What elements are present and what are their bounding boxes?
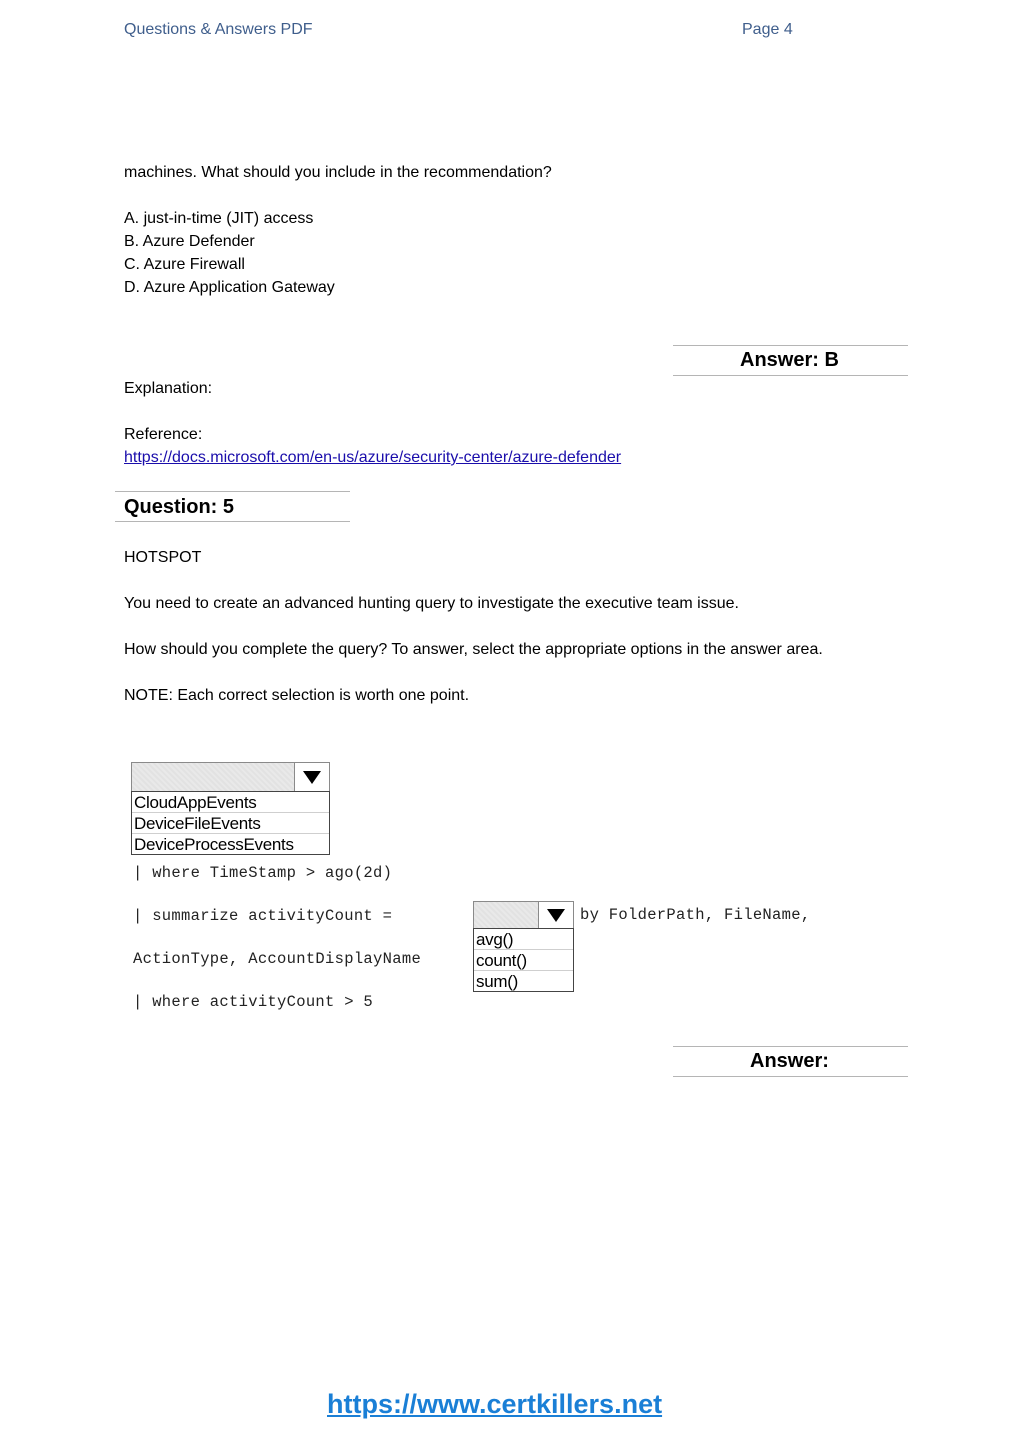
question-paragraph-2: How should you complete the query? To answer, select the appropriate options in the answer area. — [124, 641, 823, 658]
question-tail-text: machines. What should you include in the recommendation? — [124, 164, 552, 181]
table-dropdown[interactable] — [131, 762, 330, 855]
query-line-3: ActionType, AccountDisplayName — [133, 950, 422, 968]
table-dropdown-head[interactable] — [131, 762, 330, 792]
answer-rule-bottom — [673, 375, 908, 376]
answer-rule-top — [673, 345, 908, 346]
table-dropdown-list — [131, 791, 330, 855]
query-line-2-after: by FolderPath, FileName, — [580, 906, 811, 924]
aggregate-option-sum[interactable]: sum() — [476, 972, 518, 991]
reference-link[interactable]: https://docs.microsoft.com/en-us/azure/security-center/azure-defender — [124, 449, 622, 466]
chevron-down-icon[interactable] — [538, 902, 573, 929]
aggregate-option-avg[interactable]: avg() — [474, 929, 573, 950]
question-paragraph-3: NOTE: Each correct selection is worth one point. — [124, 687, 470, 704]
question-paragraph-1: You need to create an advanced hunting query to investigate the executive team issue. — [124, 595, 739, 612]
reference-label: Reference: — [124, 426, 203, 443]
answer-label: Answer: B — [740, 349, 839, 371]
option-c: C. Azure Firewall — [124, 256, 245, 273]
aggregate-option-count[interactable]: count() — [474, 950, 573, 971]
chevron-down-icon[interactable] — [294, 763, 329, 791]
option-b: B. Azure Defender — [124, 233, 255, 250]
answer2-label: Answer: — [750, 1050, 829, 1072]
aggregate-dropdown-head[interactable] — [473, 901, 574, 930]
option-d: D. Azure Application Gateway — [124, 279, 335, 296]
header-title: Questions & Answers PDF — [124, 21, 313, 38]
aggregate-dropdown-list — [473, 928, 574, 992]
answer2-rule-bottom — [673, 1076, 908, 1077]
question-type: HOTSPOT — [124, 549, 202, 566]
explanation-label: Explanation: — [124, 380, 213, 397]
aggregate-dropdown[interactable] — [473, 901, 574, 992]
question-rule-bottom — [115, 521, 350, 522]
option-a: A. just-in-time (JIT) access — [124, 210, 314, 227]
query-line-2-before: | summarize activityCount = — [133, 907, 393, 925]
table-option-deviceprocessevents[interactable]: DeviceProcessEvents — [134, 835, 294, 854]
query-line-1: | where TimeStamp > ago(2d) — [133, 864, 393, 882]
question-rule-top — [115, 491, 350, 492]
page-number: Page 4 — [742, 21, 793, 38]
question-title: Question: 5 — [124, 496, 235, 518]
footer-link[interactable]: https://www.certkillers.net — [327, 1389, 663, 1419]
table-option-cloudappevents[interactable]: CloudAppEvents — [132, 792, 329, 813]
query-line-4: | where activityCount > 5 — [133, 993, 374, 1011]
answer2-rule-top — [673, 1046, 908, 1047]
table-option-devicefileevents[interactable]: DeviceFileEvents — [132, 813, 329, 834]
